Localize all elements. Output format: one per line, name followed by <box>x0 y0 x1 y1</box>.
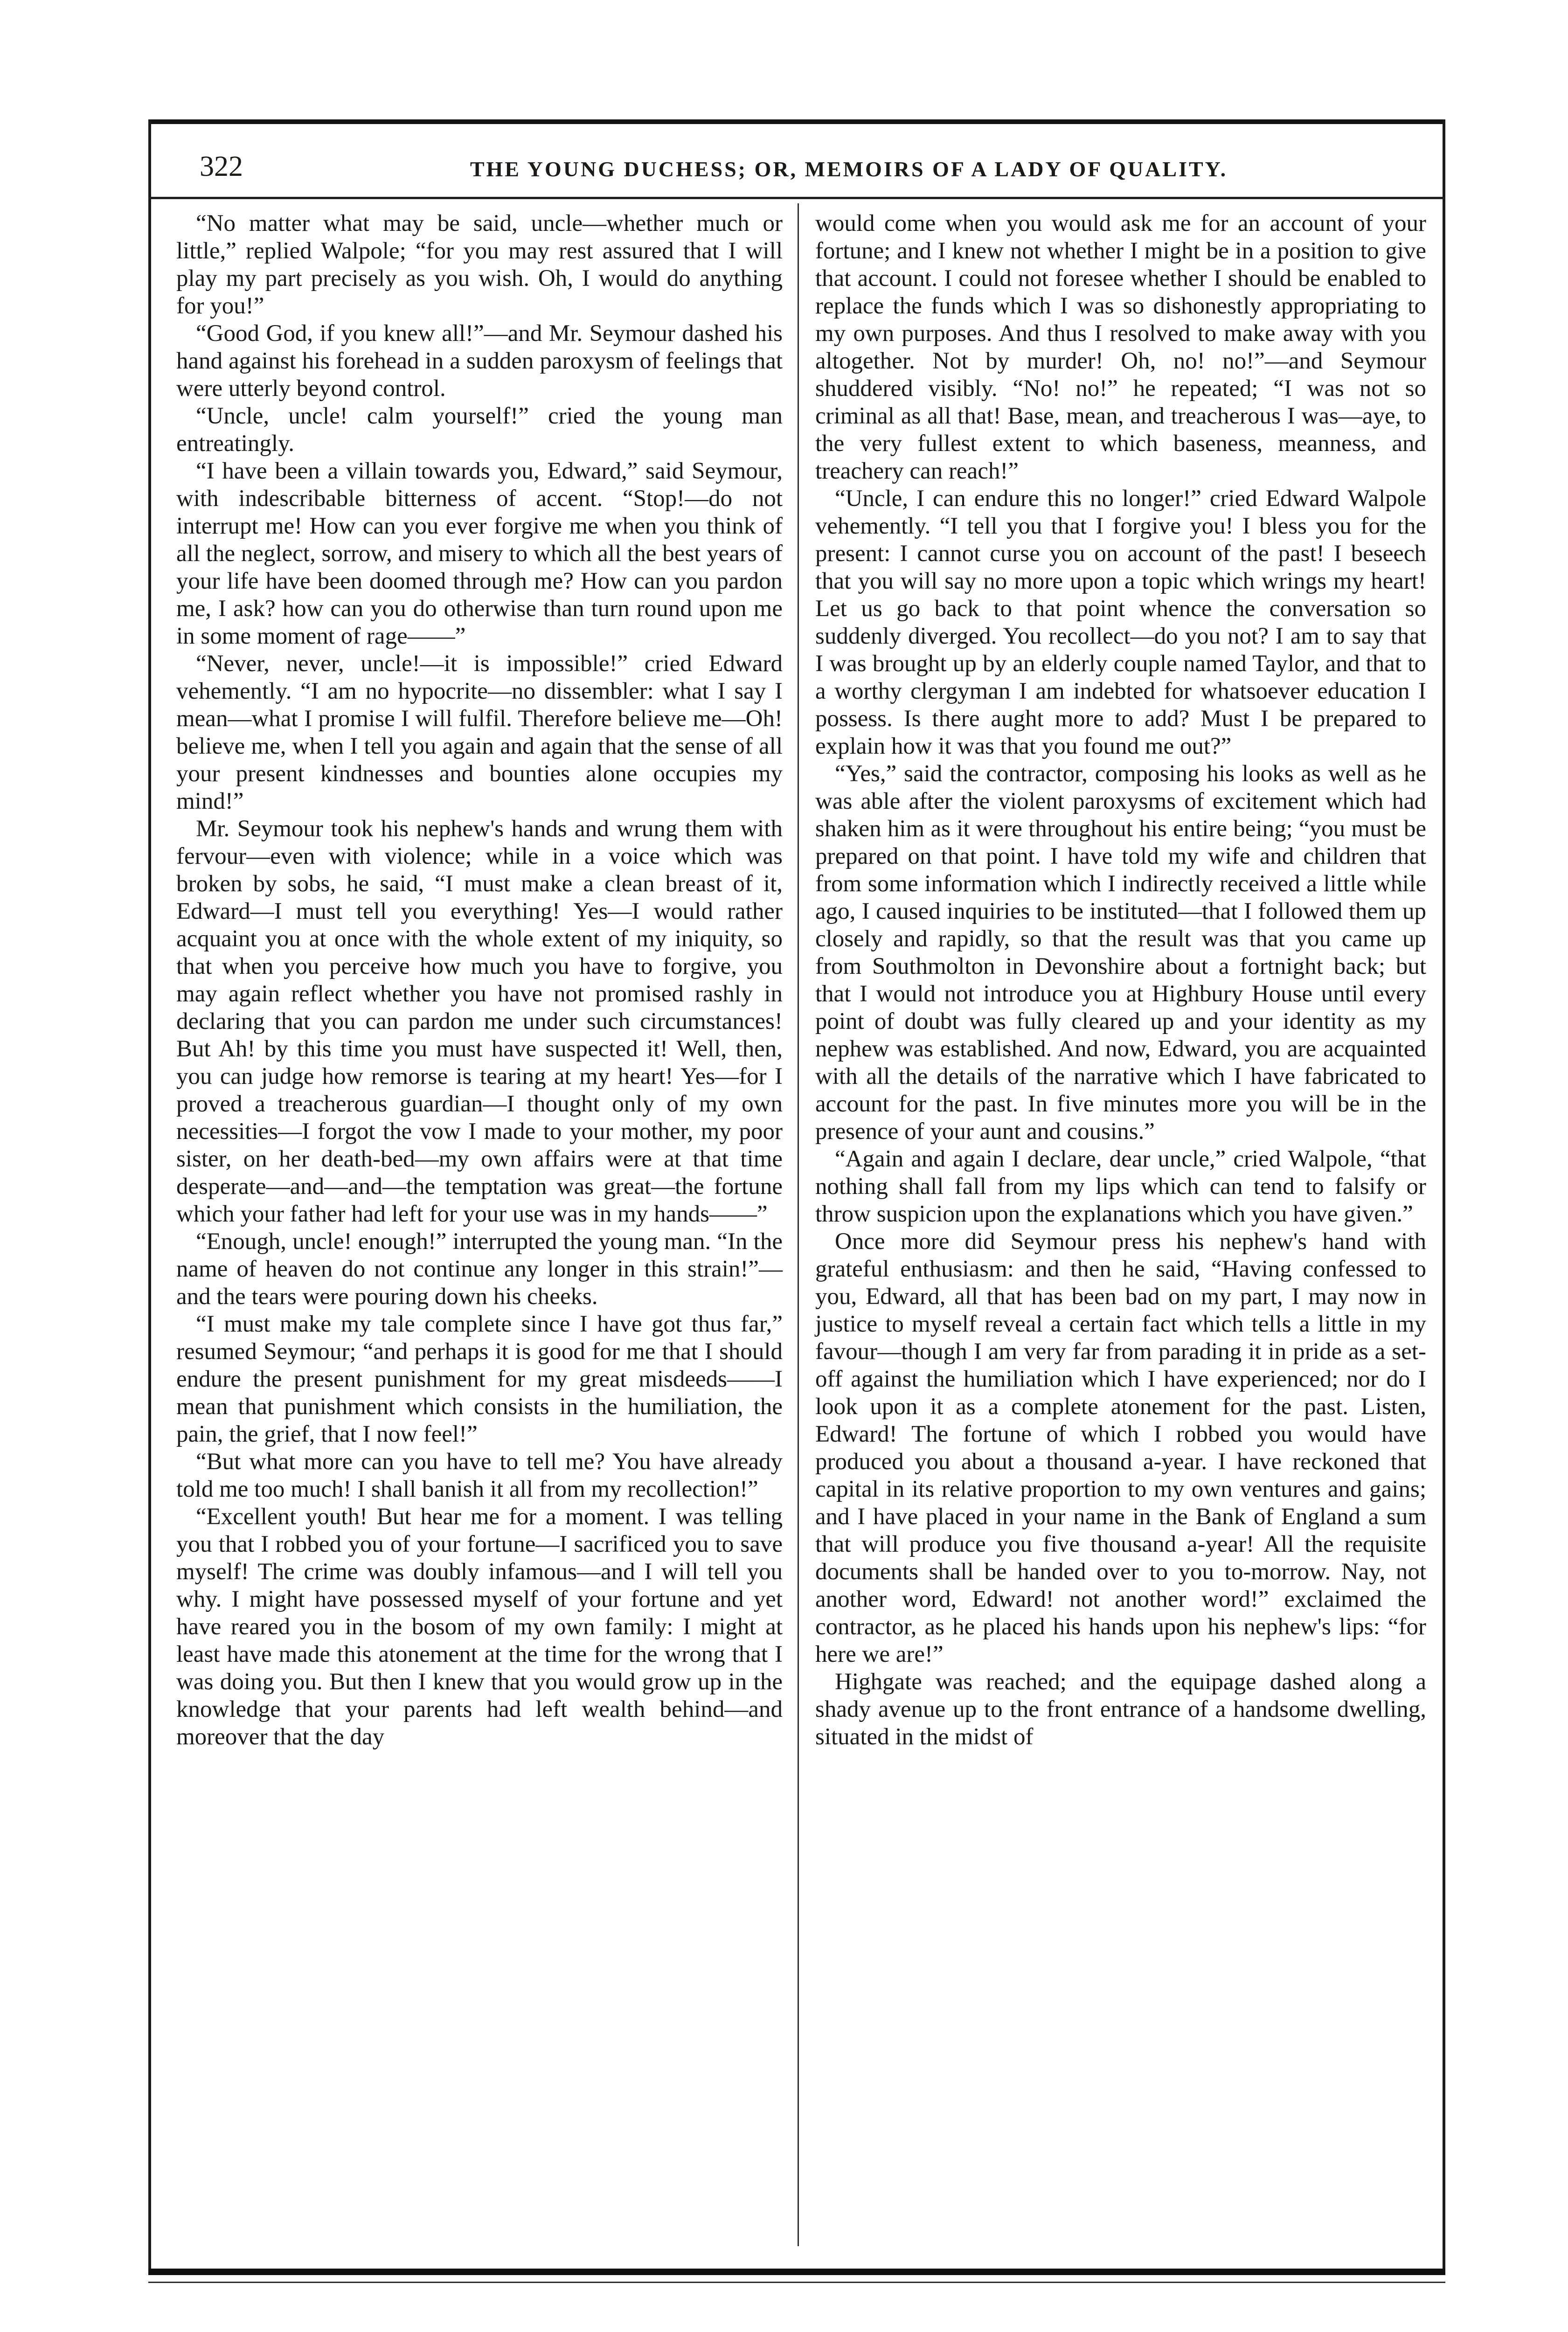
paragraph: “Again and again I declare, dear uncle,” cried Walpole, “that nothing shall fall from my lips which can tend to falsify or throw suspicion upon the explanations which you have given.” <box>815 1146 1426 1227</box>
paragraph: “Yes,” said the contractor, composing his looks as well as he was able after the violent paroxysms of excitement which had shaken him as it were throughout his entire being; “you must be prepared on that point. I have told my wife and children that from some information which I indirectly received a little while ago, I caused inquiries to be instituted—that I followed them up closely and rapidly, so that the result was that you came up from Southmolton in Devonshire about a fortnight back; but that I would not introduce you at Highbury House until every point of doubt was fully cleared up and your identity as my nephew was established. And now, Edward, you are acquainted with all the details of the narrative which I have fabricated to account for the past. In five minutes more you will be in the presence of your aunt and cousins.” <box>815 761 1426 1145</box>
paragraph: “Enough, uncle! enough!” interrupted the young man. “In the name of heaven do not continue any longer in this strain!”—and the tears were pouring down his cheeks. <box>176 1228 783 1310</box>
running-title: THE YOUNG DUCHESS; OR, MEMOIRS OF A LADY OF QUALITY. <box>470 157 1228 181</box>
paragraph: “I must make my tale complete since I have got thus far,” resumed Seymour; “and perhaps it is good for me that I should endure the present punishment for my great misdeeds——I mean that punishment which consists in the humiliation, the pain, the grief, that I now feel!” <box>176 1311 783 1447</box>
left-frame-rule <box>148 119 151 2274</box>
paragraph: Highgate was reached; and the equipage dashed along a shady avenue up to the front entrance of a handsome dwelling, situated in the midst of <box>815 1669 1426 1750</box>
paragraph: “Good God, if you knew all!”—and Mr. Seymour dashed his hand against his forehead in a sudden paroxysm of feelings that were utterly beyond control. <box>176 320 783 402</box>
paragraph: Mr. Seymour took his nephew's hands and wrung them with fervour—even with violence; while in a voice which was broken by sobs, he said, “I must make a clean breast of it, Edward—I must tell you everything! Yes—I would rather acquaint you at once with the whole extent of my iniquity, so that when you perceive how much you have to forgive, you may again reflect whether you have not promised rashly in declaring that you can pardon me under such circumstances! But Ah! by this time you must have suspected it! Well, then, you can judge how remorse is tearing at my heart! Yes—for I proved a treacherous guardian—I thought only of my own necessities—I forgot the vow I made to your mother, my poor sister, on her death-bed—my own affairs were at that time desperate—and—and—the temptation was great—the fortune which your father had left for your use was in my hands——” <box>176 816 783 1227</box>
paragraph: “But what more can you have to tell me? You have already told me too much! I shall banish it all from my recollection!” <box>176 1449 783 1502</box>
column-divider <box>798 203 799 2246</box>
bottom-frame-rule <box>148 2269 1445 2275</box>
paragraph: “Uncle, I can endure this no longer!” cried Edward Walpole vehemently. “I tell you that I forgive you! I bless you for the present: I cannot curse you on account of the past! I beseech that you will say no more upon a topic which wrings my heart! Let us go back to that point whence the conversation so suddenly diverged. You recollect—do you not? I am to say that I was brought up by an elderly couple named Taylor, and that to a worthy clergyman I am indebted for whatsoever education I possess. Is there aught more to add? Must I be prepared to explain how it was that you found me out?” <box>815 486 1426 759</box>
paragraph: “No matter what may be said, uncle—whether much or little,” replied Walpole; “for you may rest assured that I will play my part precisely as you wish. Oh, I would do anything for you!” <box>176 210 783 319</box>
left-column <box>176 210 783 1751</box>
right-column <box>815 210 1426 1751</box>
bottom-frame-thin-rule <box>148 2282 1445 2283</box>
paragraph: “I have been a villain towards you, Edward,” said Seymour, with indescribable bitterness of accent. “Stop!—do not interrupt me! How can you ever forgive me when you think of all the neglect, sorrow, and misery to which all the best years of your life have been doomed through me? How can you pardon me, I ask? how can you do otherwise than turn round upon me in some moment of rage——” <box>176 458 783 649</box>
page-header <box>159 145 1436 191</box>
paragraph: “Excellent youth! But hear me for a moment. I was telling you that I robbed you of your fortune—I sacrificed you to save myself! The crime was doubly infamous—and I will tell you why. I might have possessed myself of your fortune and yet have reared you in the bosom of my own family: I might at least have made this atonement at the time for the wrong that I was doing you. But then I knew that you would grow up in the knowledge that your parents had left wealth behind—and moreover that the day <box>176 1504 783 1750</box>
top-frame-rule <box>148 119 1445 124</box>
paragraph-continued: would come when you would ask me for an account of your fortune; and I knew not whether I might be in a position to give that account. I could not foresee whether I should be enabled to replace the funds which I was so dishonestly appropriating to my own purposes. And thus I resolved to make away with you altogether. Not by murder! Oh, no! no!”—and Seymour shuddered visibly. “No! no!” he repeated; “I was not so criminal as all that! Base, mean, and treacherous I was—aye, to the very fullest extent to which baseness, meanness, and treachery can reach!” <box>815 210 1426 484</box>
page-number: 322 <box>200 151 243 182</box>
paragraph: “Uncle, uncle! calm yourself!” cried the young man entreatingly. <box>176 403 783 457</box>
right-frame-rule <box>1443 119 1445 2274</box>
paragraph: “Never, never, uncle!—it is impossible!” cried Edward vehemently. “I am no hypocrite—no dissembler: what I say I mean—what I promise I will fulfil. Therefore believe me—Oh! believe me, when I tell you again and again that the sense of all your present kindnesses and bounties alone occupies my mind!” <box>176 651 783 814</box>
header-rule <box>148 197 1445 199</box>
paragraph: Once more did Seymour press his nephew's hand with grateful enthusiasm: and then he said, “Having confessed to you, Edward, all that has been bad on my part, I may now in justice to myself reveal a certain fact which tells a little in my favour—though I am very far from parading it in pride as a set-off against the humiliation which I have experienced; nor do I look upon it as a complete atonement for the past. Listen, Edward! The fortune of which I robbed you would have produced you about a thousand a-year. I have reckoned that capital in its relative proportion to my own ventures and gains; and I have placed in your name in the Bank of England a sum that will produce you five thousand a-year! All the requisite documents shall be handed over to you to-morrow. Nay, not another word, Edward! not another word!” exclaimed the contractor, as he placed his hands upon his nephew's lips: “for here we are!” <box>815 1228 1426 1667</box>
